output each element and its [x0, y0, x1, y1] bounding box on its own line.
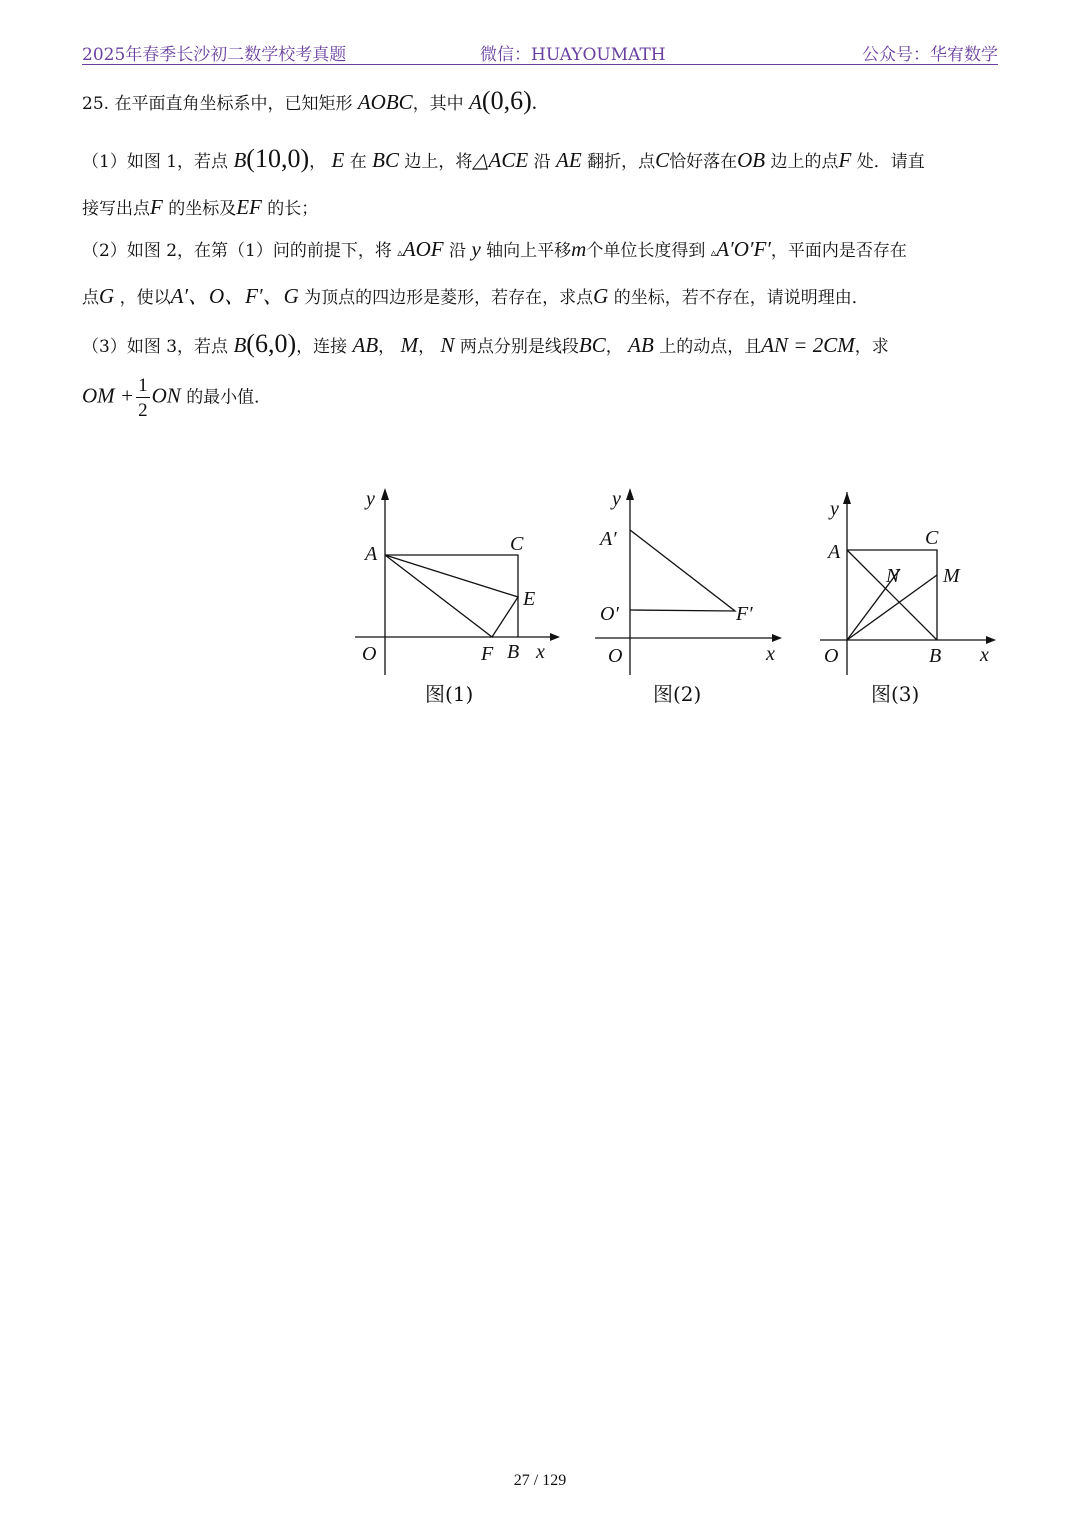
- point-label: x: [536, 641, 545, 663]
- point-label: C: [925, 527, 939, 549]
- caption-figure-1: 图(1): [425, 682, 474, 706]
- point-label: C: [510, 533, 524, 555]
- part3-line1: （3）如图 3，若点 B(6,0)，连接 AB， M， N 两点分别是线段BC， AB 上的动点，且AN = 2CM，求: [82, 329, 889, 358]
- page-header: [82, 36, 998, 65]
- point-label: E: [523, 588, 536, 610]
- part1-line1: （1）如图 1，若点 B(10,0)， E 在 BC 边上，将△ACE 沿 AE 翻折，点C恰好落在OB 边上的点F 处．请直: [82, 144, 925, 173]
- part1-line2: 接写出点F 的坐标及EF 的长；: [82, 195, 319, 219]
- caption-figure-2: 图(2): [653, 682, 702, 706]
- point-label: F′: [736, 603, 753, 625]
- point-label: O′: [600, 603, 619, 625]
- header-wechat: 微信：HUAYOUMATH: [480, 45, 666, 65]
- point-label: y: [612, 488, 621, 510]
- point-label: B: [929, 645, 942, 667]
- translated-triangle: [630, 530, 735, 611]
- point-label: A′: [600, 528, 617, 550]
- point-label: M: [943, 565, 960, 587]
- point-label: N: [886, 565, 900, 587]
- problem-stem: 25. 在平面直角坐标系中，已知矩形 AOBC，其中 A(0,6).: [82, 86, 537, 115]
- point-label: A: [828, 541, 841, 563]
- point-label: x: [766, 643, 775, 665]
- point-label: B: [507, 641, 520, 663]
- part2-line2: 点G ，使以A′、O、F′、G 为顶点的四边形是菱形，若存在，求点G 的坐标，若不存在，请说明理由．: [82, 284, 869, 308]
- fold-triangle: [385, 555, 518, 637]
- problem-number: 25.: [82, 94, 110, 114]
- point-label: O: [608, 645, 623, 667]
- page-number: 27 / 129: [513, 1472, 567, 1489]
- point-label: O: [362, 643, 377, 665]
- caption-figure-3: 图(3): [871, 682, 920, 706]
- point-label: A: [365, 543, 378, 565]
- figure-3: [810, 480, 1010, 684]
- header-title: 2025年春季长沙初二数学校考真题: [82, 45, 347, 65]
- point-label: x: [980, 644, 989, 666]
- point-label: F: [481, 643, 494, 665]
- header-account: 公众号：华宥数学: [862, 45, 998, 65]
- part2-line1: （2）如图 2，在第（1）问的前提下，将 ▵AOF 沿 y 轴向上平移m个单位长度得到 ▵A′O′F′，平面内是否存在: [82, 237, 907, 261]
- figure-1: [350, 480, 570, 684]
- point-label: O: [824, 645, 839, 667]
- figure-2-diagram: [590, 480, 800, 680]
- figure-2: [590, 480, 800, 684]
- figure-1-diagram: [350, 480, 570, 680]
- figure-3-diagram: [810, 480, 1010, 680]
- fraction-one-half: $\frac{1}{2}$: [138, 375, 148, 421]
- point-label: y: [366, 488, 375, 510]
- segment-AB: [847, 550, 937, 640]
- rectangle-edges: [385, 555, 518, 637]
- part3-line2: OM + $\frac{1}{2}$ ON 的最小值．: [82, 375, 272, 421]
- point-label: y: [830, 498, 839, 520]
